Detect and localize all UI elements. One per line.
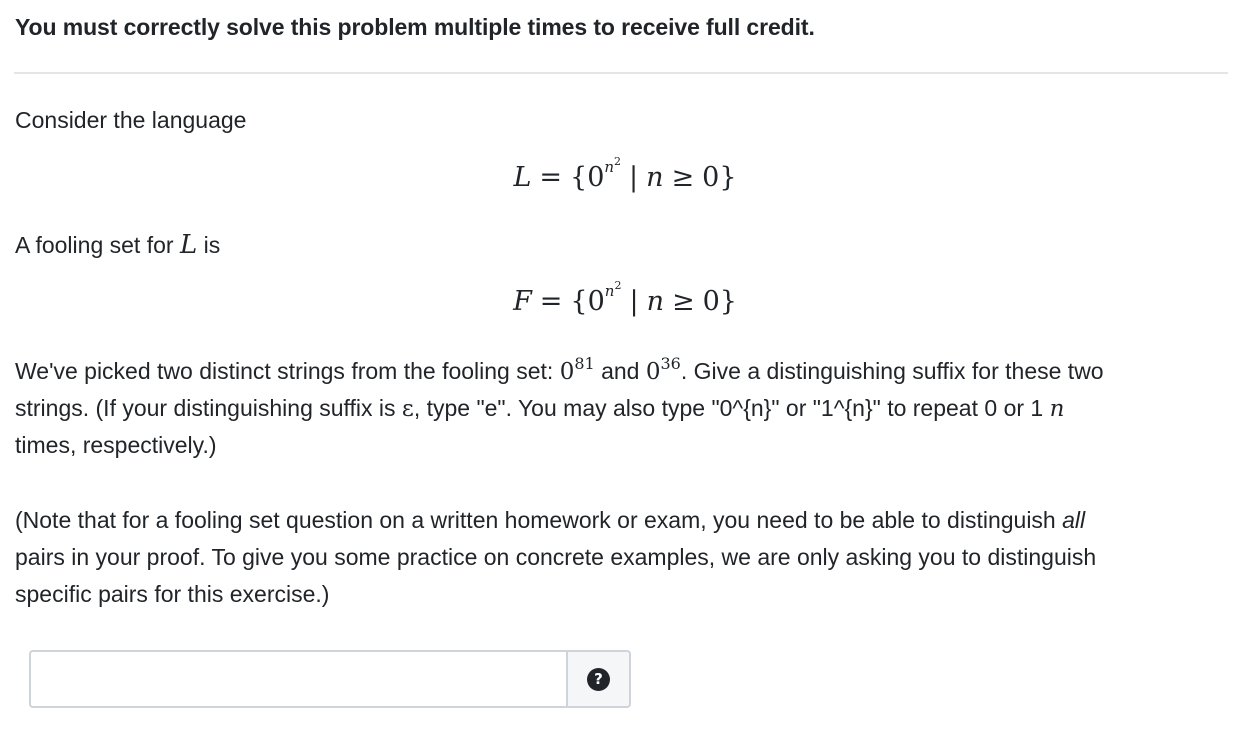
fooling-suffix: is xyxy=(197,232,221,258)
string2-exp: 36 xyxy=(660,354,681,373)
picked-mid: and xyxy=(594,358,646,384)
string1-exp: 81 xyxy=(574,354,595,373)
formula-var: n xyxy=(646,162,664,193)
fooling-prefix: A fooling set for xyxy=(15,232,180,258)
fset-exp-power: 2 xyxy=(614,279,622,292)
credit-banner: You must correctly solve this problem multiple times to receive full credit. xyxy=(15,14,815,40)
note-line-3: specific pairs for this exercise.) xyxy=(15,581,330,607)
picked-tail: . Give a distinguishing suffix for these two xyxy=(680,358,1104,384)
note-prefix: (Note that for a fooling set question on a written homework or exam, you need to be able to distinguish xyxy=(15,507,1063,533)
formula-close: 0} xyxy=(702,162,737,193)
fset-rel: ≥ xyxy=(671,286,695,317)
picked-strings-line xyxy=(15,353,1104,392)
instructions-line xyxy=(15,390,1064,428)
string1-base: 0 xyxy=(559,359,575,385)
note-emphasis: all xyxy=(1062,507,1086,533)
fset-open: {0 xyxy=(570,286,605,317)
picked-prefix: We've picked two distinct strings from the fooling set: xyxy=(15,358,560,384)
fset-var: n xyxy=(646,286,664,317)
fset-lhs: F xyxy=(513,286,532,317)
formula-rel: ≥ xyxy=(671,162,695,193)
instructions-prefix: strings. (If your distinguishing suffix is xyxy=(15,395,402,421)
formula-exp-base: n xyxy=(604,158,615,176)
formula-exp-power: 2 xyxy=(614,155,622,168)
fset-bar: | xyxy=(629,286,639,317)
note-line-2: pairs in your proof. To give you some practice on concrete examples, we are only asking you to distinguish xyxy=(15,544,1097,570)
formula-eq: = xyxy=(539,162,563,193)
fset-exp-base: n xyxy=(604,282,615,300)
divider xyxy=(14,72,1228,74)
fooling-var: L xyxy=(179,230,198,260)
question-circle-icon: ? xyxy=(587,668,610,691)
fooling-set-text xyxy=(15,227,220,264)
instructions-suffix: , type "e". You may also type "0^{n}" or "1^{n}" to repeat 0 or 1 xyxy=(413,395,1050,421)
instructions-var: n xyxy=(1049,396,1065,422)
help-button[interactable] xyxy=(566,650,631,708)
answer-input[interactable] xyxy=(29,650,566,708)
language-formula xyxy=(0,155,1250,193)
fset-close: 0} xyxy=(702,286,737,317)
fset-eq: = xyxy=(539,286,563,317)
string2-base: 0 xyxy=(645,359,661,385)
intro-text: Consider the language xyxy=(15,107,247,133)
formula-bar: | xyxy=(629,162,639,193)
answer-input-group xyxy=(29,650,631,708)
epsilon-symbol: ε xyxy=(401,396,414,422)
formula-open: {0 xyxy=(570,162,605,193)
note-line-1 xyxy=(15,502,1085,539)
formula-lhs: L xyxy=(513,162,532,193)
instructions-line-end: times, respectively.) xyxy=(15,432,217,458)
fooling-set-formula xyxy=(0,279,1250,317)
